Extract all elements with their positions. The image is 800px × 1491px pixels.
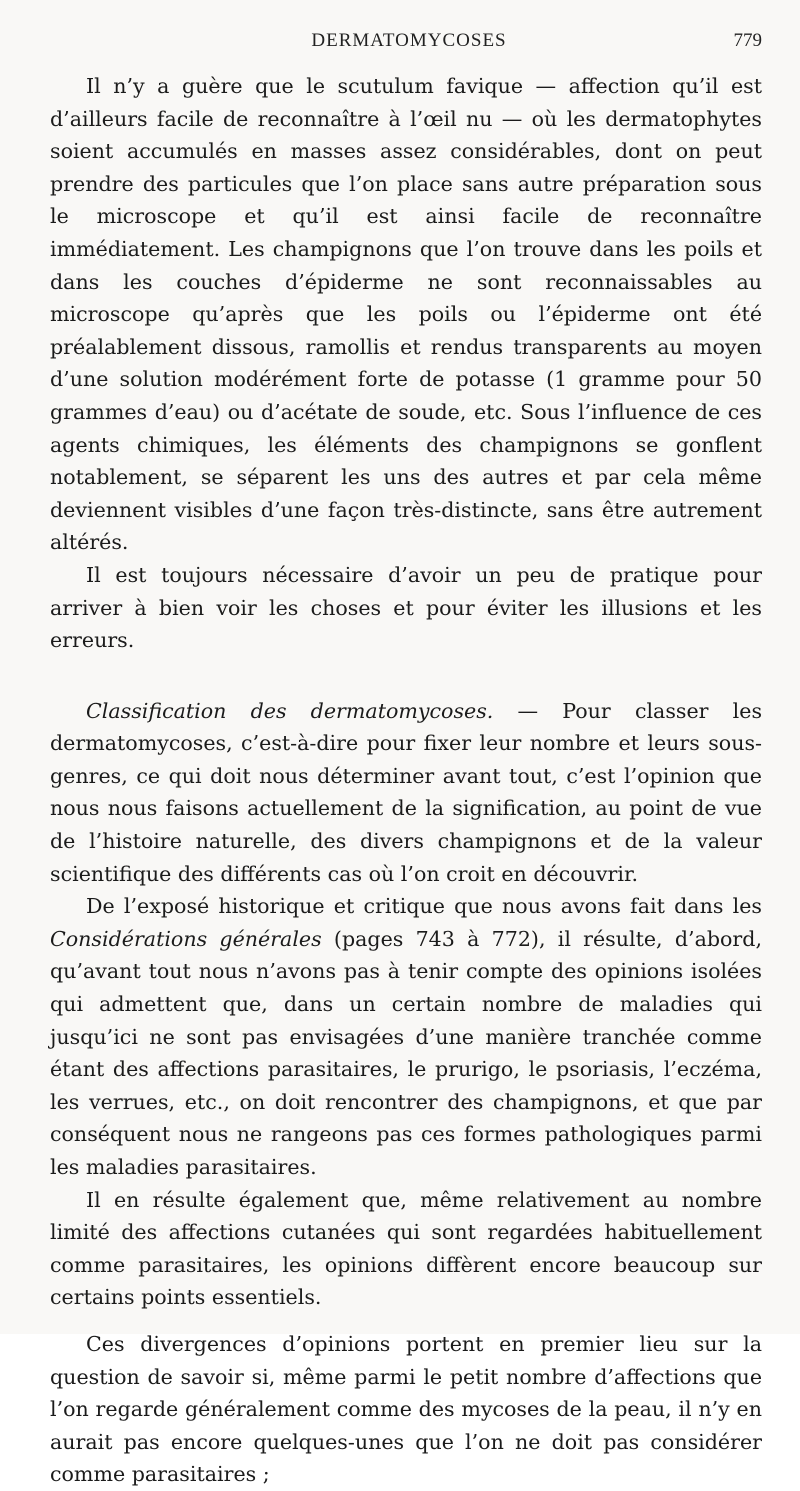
running-title: DERMATOMYCOSES xyxy=(311,30,507,51)
considerations-reference: Considérations générales xyxy=(50,926,322,951)
body-text xyxy=(50,70,762,1491)
paragraph-classification xyxy=(50,695,762,891)
historical-text: (pages 743 à 772), il résulte, d’abord, qu’avant tout nous n’avons pas à tenir compte des opinions isolées qui admettent que, dans un certain nombre de maladies qui jusqu’ici ne sont pas envisagées d’une manière tranchée comme étant des affections parasitaires, le prurigo, le psoriasis, l’eczéma, les verrues, etc., on doit rencontrer des champignons, et que par conséquent nous ne rangeons pas ces formes pathologiques parmi les maladies parasitaires. xyxy=(50,926,762,1179)
page-number: 779 xyxy=(733,30,762,51)
running-head xyxy=(50,30,768,58)
section-heading: Classification des dermatomycoses. xyxy=(86,698,494,723)
paragraph-divergences: Ces divergences d’opinions portent en premier lieu sur la question de savoir si, même parmi le petit nombre d’affections que l’on regarde généralement comme des mycoses de la peau, il n’y en aurait pas encore quelques-unes que l’on ne doit pas considérer comme parasitaires ; xyxy=(50,1331,762,1487)
paragraph-limited-number: Il en résulte également que, même relativement au nombre limité des affections cutanées qui sont regardées habituellement comme parasitaires, les opinions diffèrent encore beaucoup sur certains points essentiels. xyxy=(50,1187,762,1310)
paragraph-scutulum: Il n’y a guère que le scutulum favique — affection qu’il est d’ailleurs facile de reconnaître à l’œil nu — où les dermatophytes soient accumulés en masses assez considérables, dont on peut prendre des particules que l’on place sans autre préparation sous le microscope et qu’il est ainsi facile de reconnaître immédiatement. Les champignons que l’on trouve dans les poils et dans les couches d’épiderme ne sont reconnaissables au microscope qu’après que les poils ou l’épiderme ont été préalablement dissous, ramollis et rendus transparents au moyen d’une solution modérément forte de potasse (1 gramme pour 50 grammes d’eau) ou d’acétate de soude, etc. Sous l’influence de ces agents chimiques, les éléments des champignons se gonflent notablement, se séparent les uns des autres et par cela même deviennent visibles d’une façon très-distincte, sans être autrement altérés. xyxy=(50,74,762,555)
paragraph-practice: Il est toujours nécessaire d’avoir un peu de pratique pour arriver à bien voir les choses et pour éviter les illusions et les erreurs. xyxy=(50,562,762,653)
historical-lead: De l’exposé historique et critique que nous avons fait dans les xyxy=(86,894,762,919)
classification-text: — Pour classer les dermatomycoses, c’est-à-dire pour fixer leur nombre et leurs sous-genres, ce qui doit nous déterminer avant tout, c’est l’opinion que nous nous faisons actuellement de la signification, au point de vue de l’histoire naturelle, des divers champignons et de la valeur scientifique des différents cas où l’on croit en découvrir. xyxy=(50,698,763,886)
paragraph-historical xyxy=(50,890,762,1183)
